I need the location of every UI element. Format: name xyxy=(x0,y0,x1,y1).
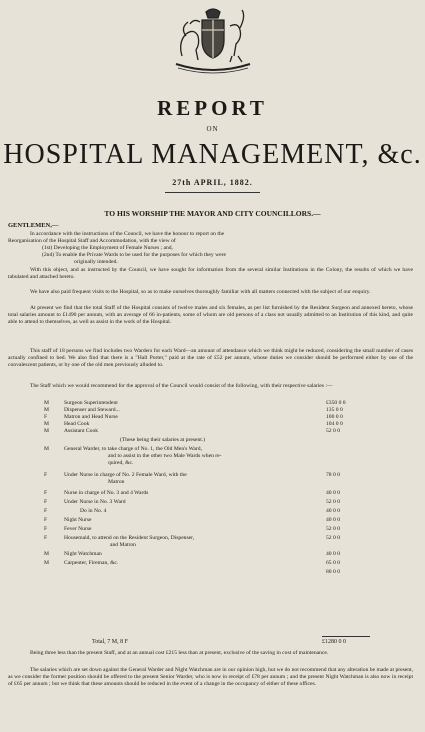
staff-row xyxy=(0,569,425,576)
staff-sex: F xyxy=(44,517,48,523)
staff-sex: M xyxy=(44,428,49,434)
staff-row xyxy=(0,453,425,460)
intro-line: Reorganisation of the Hospital Staff and Accommodation, with the view of xyxy=(8,238,176,244)
address-line: TO HIS WORSHIP THE MAYOR AND CITY COUNCILLORS.— xyxy=(104,209,321,218)
staff-position: Night Watchman xyxy=(64,551,102,557)
staff-row xyxy=(0,560,425,567)
staff-salary: 40 0 0 xyxy=(326,517,340,523)
staff-row xyxy=(0,526,425,533)
staff-sex: F xyxy=(44,499,48,505)
staff-position: Surgeon Superintendent xyxy=(64,400,118,406)
staff-position: Under Nurse in No. 3 Ward xyxy=(64,499,126,505)
staff-row xyxy=(0,414,425,421)
total-label: Total, 7 M, 8 F xyxy=(92,639,128,645)
staff-salary: 40 0 0 xyxy=(326,490,340,496)
salutation: GENTLEMEN,— xyxy=(8,222,59,229)
staff-salary: 135 0 0 xyxy=(326,407,343,413)
intro-line: originally intended. xyxy=(74,259,118,265)
staff-salary: £350 0 0 xyxy=(326,400,346,406)
staff-position: and Matron xyxy=(110,542,136,548)
staff-position: Nurse in charge of No. 3 and 4 Wards xyxy=(64,490,149,496)
staff-position: General Warder, to take charge of No. 1, the Old Men's Ward, xyxy=(64,446,202,452)
staff-row xyxy=(0,460,425,467)
staff-position: Fever Nurse xyxy=(64,526,92,532)
staff-sex: M xyxy=(44,560,49,566)
staff-row xyxy=(0,421,425,428)
paragraph-recommend: The Staff which we would recommend for the approval of the Council would consist of the following, with their respective salaries :— xyxy=(30,383,333,389)
staff-position: Under Nurse in charge of No. 2 Female Ward, with the xyxy=(64,472,187,478)
staff-row xyxy=(0,446,425,453)
staff-sex: F xyxy=(44,535,48,541)
staff-row xyxy=(0,551,425,558)
staff-salary: 52 0 0 xyxy=(326,499,340,505)
paragraph-salaries: The salaries which are set down against the General Warder and Night Watchman are in our opinion high, but we do not recommend that any alteration be made at present, as we consider the former position should be offered to the present Senior Warder, who is now in receipt of £78 per annum ; and the present Night Watchman is also now in receipt of £65 per annum ; but we think that these amounts should be reduced in the event of a change in the occupancy of either of these offices. xyxy=(8,667,413,687)
staff-salary: 40 0 0 xyxy=(326,508,340,514)
staff-row xyxy=(0,542,425,549)
staff-position: Do in No. 4 xyxy=(80,508,107,514)
staff-row xyxy=(0,437,425,444)
title-connector: ON xyxy=(206,125,219,133)
staff-position: Matron and Head Nurse xyxy=(64,414,118,420)
staff-position: Housemaid, to attend on the Resident Surgeon, Dispenser, xyxy=(64,535,195,541)
total-rule xyxy=(322,636,370,637)
intro-line: In accordance with the instructions of the Council, we have the honour to report on the xyxy=(30,231,225,237)
staff-row xyxy=(0,490,425,497)
staff-position: (These being their salaries at present.) xyxy=(120,437,206,443)
staff-row xyxy=(0,499,425,506)
document-date: 27th APRIL, 1882. xyxy=(172,178,253,187)
staff-position: and to assist in the other two Male Wards when re- xyxy=(108,453,222,459)
staff-sex: F xyxy=(44,508,48,514)
staff-salary: 40 0 0 xyxy=(326,551,340,557)
coat-of-arms-emblem xyxy=(168,6,258,76)
staff-sex: M xyxy=(44,446,49,452)
document-title: REPORT xyxy=(157,96,268,120)
staff-row xyxy=(0,479,425,486)
staff-position: Carpenter, Fireman, &c. xyxy=(64,560,119,566)
staff-salary: 52 0 0 xyxy=(326,535,340,541)
staff-sex: F xyxy=(44,472,48,478)
staff-salary: 52 0 0 xyxy=(326,428,340,434)
staff-sex: F xyxy=(44,490,48,496)
staff-position: Assistant Cook xyxy=(64,428,99,434)
staff-position: Matron xyxy=(108,479,125,485)
staff-sex: M xyxy=(44,400,49,406)
staff-salary: 65 0 0 xyxy=(326,560,340,566)
staff-salary: 100 0 0 xyxy=(326,414,343,420)
staff-position: Night Nurse xyxy=(64,517,92,523)
staff-row xyxy=(0,428,425,435)
staff-position: Dispenser and Steward... xyxy=(64,407,120,413)
staff-sex: F xyxy=(44,526,48,532)
staff-row xyxy=(0,508,425,515)
staff-salary: 80 0 0 xyxy=(326,569,340,575)
paragraph-warders: This staff of 18 persons we find includes two Warders for each Ward—an amount of attendance which we think might be reduced, considering the small number of cases actually confined to bed. We also find that there is a "Hall Porter," paid at the rate of £52 per annum, whose duties we consider should be performed either by one of the convalescent patients, or by one of the old men previously alluded to. xyxy=(8,348,413,368)
staff-row xyxy=(0,407,425,414)
intro-line: (1st) Developing the Employment of Female Nurses ; and, xyxy=(42,245,173,251)
paragraph-savings: Being three less than the present Staff, and at an annual cost £215 less than at present, exclusive of the saving in cost of maintenance. xyxy=(30,650,329,656)
paragraph-object: With this object, and as instructed by the Council, we have sought for information from the several similar Institutions in the Colony, the results of which we have tabulated and attached hereto. xyxy=(8,267,413,280)
staff-position: Head Cook xyxy=(64,421,90,427)
paragraph-staff: At present we find that the total Staff of the Hospital consists of twelve males and six females, as per list furnished by the Resident Surgeon and annexed hereto, whose total salaries amount to £1490 per annum, with an average of 66 in-patients, some of whom are old persons of a class not usually admitted to an Institution of this kind, and quite able to attend to themselves, as well as assist in the work of the Hospital. xyxy=(8,305,413,325)
staff-salary: 78 0 0 xyxy=(326,472,340,478)
staff-salary: 104 0 0 xyxy=(326,421,343,427)
staff-sex: M xyxy=(44,407,49,413)
staff-position: quired, &c. xyxy=(108,460,134,466)
staff-sex: M xyxy=(44,421,49,427)
staff-salary: 52 0 0 xyxy=(326,526,340,532)
staff-row xyxy=(0,535,425,542)
staff-sex: F xyxy=(44,414,48,420)
intro-line: (2nd) To enable the Private Wards to be used for the purposes for which they were xyxy=(42,252,226,258)
staff-sex: M xyxy=(44,551,49,557)
staff-row xyxy=(0,472,425,479)
total-amount: £1280 0 0 xyxy=(322,639,346,645)
document-heading: HOSPITAL MANAGEMENT, &c. xyxy=(3,139,422,170)
paragraph-visits: We have also paid frequent visits to the Hospital, so as to make ourselves thoroughly familiar with all matters connected with the subject of our enquiry. xyxy=(30,289,371,295)
staff-row xyxy=(0,517,425,524)
staff-row xyxy=(0,400,425,407)
title-divider xyxy=(165,192,260,193)
